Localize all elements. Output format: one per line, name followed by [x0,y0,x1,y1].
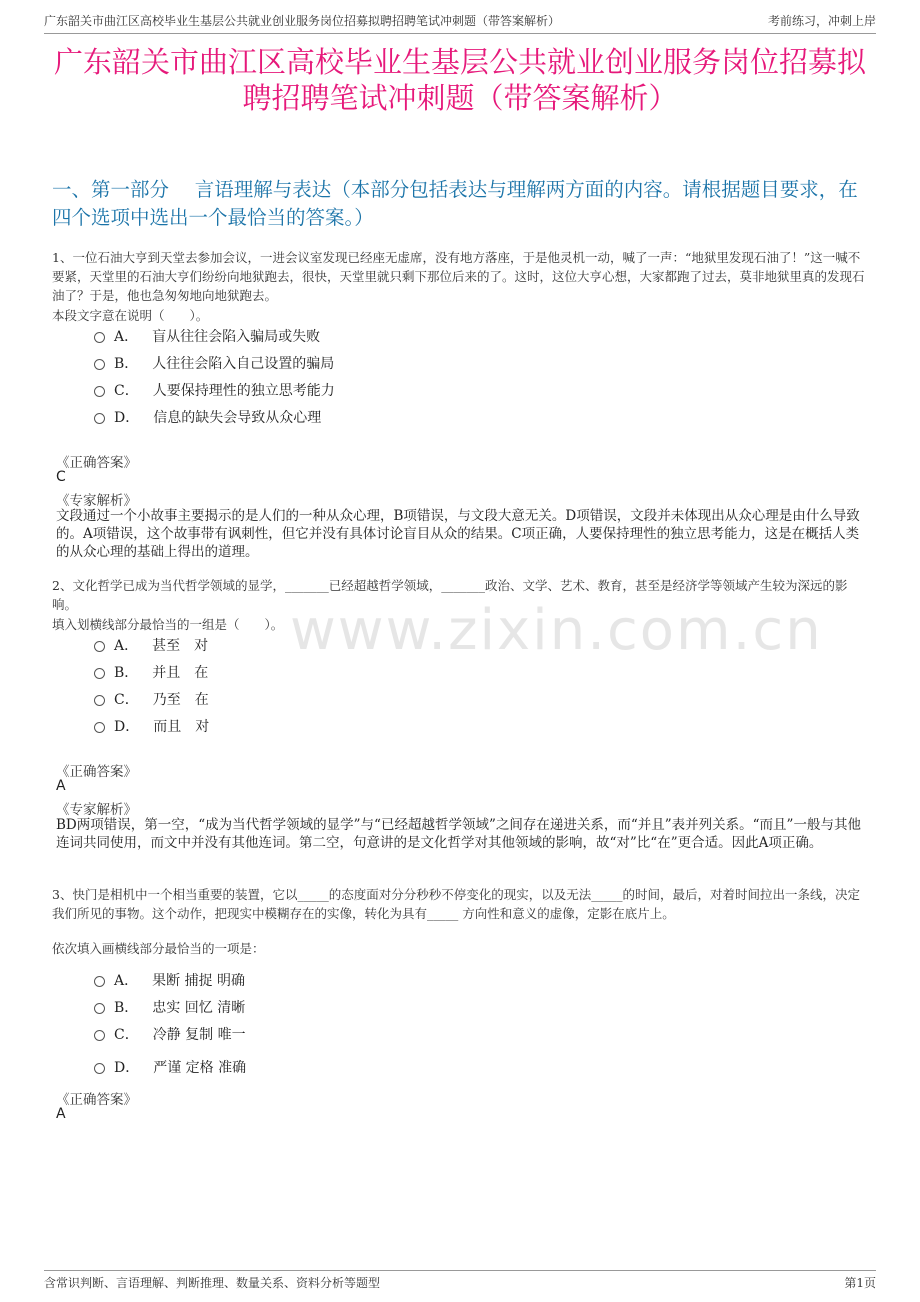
option-letter: C． [114,383,139,399]
question-1-stem: 1、一位石油大亨到天堂去参加会议，一进会议室发现已经座无虚席，没有地方落座，于是他灵机一动，喊了一声：“地狱里发现石油了！”这一喊不要紧，天堂里的石油大亨们纷纷向地狱跑去，很快，天堂里就只剩下那位后来的了。这时，这位大亨心想，大家都跑了过去，莫非地狱里真的发现石油了？于是，他也急匆匆地向地狱跑去。 [52,250,865,303]
watermark: www.zixin.com.cn [290,598,823,663]
question-1-option-b[interactable] [94,354,334,374]
question-2-answer-label: 《正确答案》 [56,764,137,780]
question-3-option-a[interactable] [94,971,245,991]
question-1-option-c[interactable] [94,381,335,401]
option-text: 人要保持理性的独立思考能力 [152,383,335,399]
question-3-option-c[interactable] [94,1025,246,1045]
option-text: 而且 对 [153,719,210,735]
radio-icon[interactable] [94,976,105,987]
footer-note: 含常识判断、言语理解、判断推理、数量关系、资料分析等题型 [44,1276,381,1290]
page-header [44,12,876,34]
option-letter: B． [114,356,139,372]
header-doc-title: 广东韶关市曲江区高校毕业生基层公共就业创业服务岗位招募拟聘招聘笔试冲刺题（带答案解析） [44,14,561,28]
radio-icon[interactable] [94,359,105,370]
option-text: 忠实 回忆 清晰 [152,1000,246,1016]
question-2-option-b[interactable] [94,663,208,683]
option-text: 乃至 在 [152,692,209,708]
question-3-answer: A [56,1106,66,1122]
option-letter: D． [114,719,140,735]
radio-icon[interactable] [94,386,105,397]
question-1-analysis-label: 《专家解析》 [56,493,137,509]
radio-icon[interactable] [94,1063,105,1074]
question-2-answer: A [56,778,66,794]
page-number: 第1页 [844,1276,876,1290]
page-footer [44,1270,876,1291]
question-2-option-d[interactable] [94,717,209,737]
question-2-prompt: 填入划横线部分最恰当的一组是（ ）。 [52,617,284,632]
question-1-option-d[interactable] [94,408,321,428]
question-2-option-a[interactable] [94,636,208,656]
option-letter: C． [114,1027,139,1043]
radio-icon[interactable] [94,1003,105,1014]
radio-icon[interactable] [94,668,105,679]
question-3-stem: 3、快门是相机中一个相当重要的装置，它以_____的态度面对分分秒秒不停变化的现实，以及无法_____的时间，最后，对着时间拉出一条线，决定我们所见的事物。这个动作，把现实中模糊存在的实像，转化为具有_____ 方向性和意义的虚像，定影在底片上。 [52,887,860,921]
question-3-option-d[interactable] [94,1058,246,1078]
option-letter: C． [114,692,139,708]
question-3-option-b[interactable] [94,998,245,1018]
question-1-answer-label: 《正确答案》 [56,455,137,471]
option-text: 冷静 复制 唯一 [152,1027,246,1043]
question-2-stem: 2、文化哲学已成为当代哲学领域的显学，_______已经超越哲学领域，_______政治、文学、艺术、教育，甚至是经济学等领域产生较为深远的影响。 [52,578,848,612]
question-1-answer: C [56,469,66,485]
radio-icon[interactable] [94,413,105,424]
radio-icon[interactable] [94,641,105,652]
option-text: 信息的缺失会导致从众心理 [153,410,322,426]
option-text: 严谨 定格 准确 [153,1060,247,1076]
option-text: 人往往会陷入自己设置的骗局 [152,356,335,372]
question-1-option-a[interactable] [94,327,320,347]
question-2-analysis-label: 《专家解析》 [56,802,137,818]
option-text: 盲从往往会陷入骗局或失败 [152,329,321,345]
option-text: 果断 捕捉 明确 [152,973,246,989]
option-letter: A． [114,329,139,345]
option-letter: B． [114,1000,139,1016]
question-3-answer-label: 《正确答案》 [56,1092,137,1108]
option-text: 并且 在 [152,665,209,681]
radio-icon[interactable] [94,332,105,343]
question-2-analysis: BD两项错误，第一空，“成为当代哲学领域的显学”与“已经超越哲学领域”之间存在递进关系，而“并且”表并列关系。“而且”一般与其他连词共同使用，而文中并没有其他连词。第二空，句意讲的是文化哲学对其他领域的影响，故“对”比“在”更合适。因此A项正确。 [56,817,861,851]
option-letter: D． [114,410,140,426]
question-1-analysis: 文段通过一个小故事主要揭示的是人们的一种从众心理，B项错误，与文段大意无关。D项错误，文段并未体现出从众心理是由什么导致的。A项错误，这个故事带有讽刺性，但它并没有具体讨论盲目从众的结果。C项正确，人要保持理性的独立思考能力，这是在概括人类的从众心理的基础上得出的道理。 [56,508,860,560]
section-heading: 一、第一部分 言语理解与表达（本部分包括表达与理解两方面的内容。请根据题目要求，在四个选项中选出一个最恰当的答案。） [52,178,858,229]
radio-icon[interactable] [94,722,105,733]
header-slogan: 考前练习，冲刺上岸 [767,14,876,28]
question-2-option-c[interactable] [94,690,209,710]
document-title: 广东韶关市曲江区高校毕业生基层公共就业创业服务岗位招募拟聘招聘笔试冲刺题（带答案解析） [53,45,866,115]
question-1-prompt: 本段文字意在说明（ ）。 [52,308,209,323]
option-letter: B． [114,665,139,681]
radio-icon[interactable] [94,1030,105,1041]
option-text: 甚至 对 [152,638,209,654]
option-letter: A． [114,638,139,654]
radio-icon[interactable] [94,695,105,706]
option-letter: D． [114,1060,140,1076]
question-3-prompt: 依次填入画横线部分最恰当的一项是： [52,941,265,956]
option-letter: A． [114,973,139,989]
